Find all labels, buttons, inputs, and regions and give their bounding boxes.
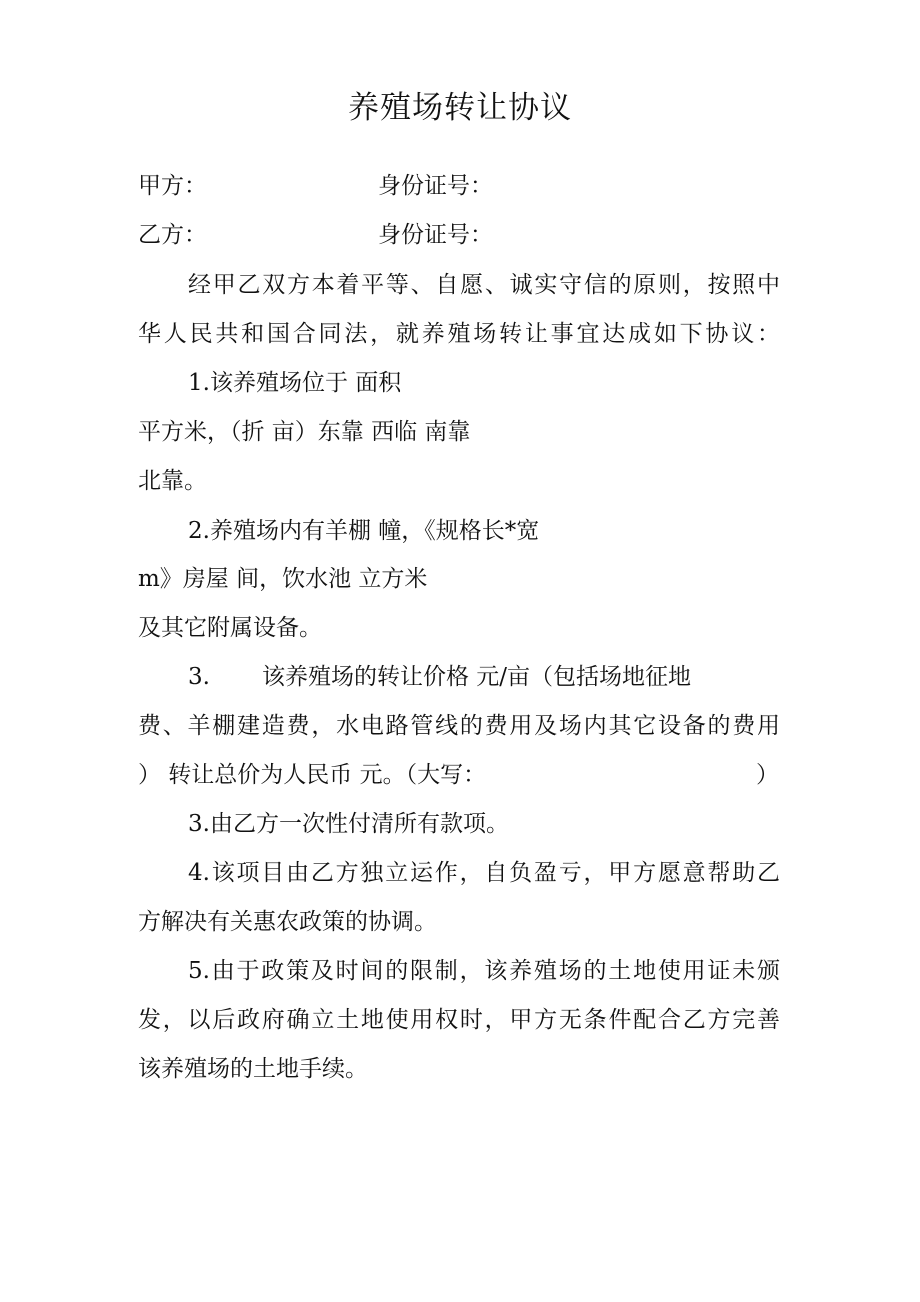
clause-5-line-2: 发，以后政府确立土地使用权时，甲方无条件配合乙方完善	[138, 1007, 780, 1033]
clause-4-line-2: 方解决有关惠农政策的协调。	[138, 909, 437, 935]
clause-1-line-2: 平方米，（折 亩）东靠 西临 南靠	[138, 419, 471, 445]
clause-2-line-2: m》房屋 间，饮水池 立方米	[138, 566, 428, 592]
clause-3-line-2: 费、羊棚建造费，水电路管线的费用及场内其它设备的费用	[138, 713, 780, 739]
party-b-id-label: 身份证号：	[378, 222, 493, 248]
document-title: 养殖场转让协议	[348, 90, 572, 126]
party-b-row	[138, 219, 207, 251]
party-a-row	[138, 170, 207, 202]
intro-line-1: 经甲乙双方本着平等、自愿、诚实守信的原则，按照中	[188, 272, 780, 298]
clause-4-line-1: 4.该项目由乙方独立运作，自负盈亏，甲方愿意帮助乙	[188, 860, 780, 886]
intro-line-2: 华人民共和国合同法，就养殖场转让事宜达成如下协议：	[138, 321, 780, 347]
clause-2-line-1: 2.养殖场内有羊棚 幢，《规格长*宽	[188, 518, 540, 544]
clause-3-line-3-text: ） 转让总价为人民币 元。（大写：	[138, 762, 487, 788]
party-a-label: 甲方：	[138, 173, 207, 199]
party-a-id-row	[378, 170, 493, 202]
clause-3-line-3	[138, 759, 486, 791]
clause-1-line-3: 北靠。	[138, 468, 207, 494]
clause-5-line-1: 5.由于政策及时间的限制，该养殖场的土地使用证未颁	[188, 958, 780, 984]
clause-3-line-1: 该养殖场的转让价格 元/亩（包括场地征地	[262, 664, 692, 690]
clause-1-line-1: 1.该养殖场位于 面积	[188, 370, 402, 396]
clause-2-line-3: 及其它附属设备。	[138, 615, 322, 641]
party-b-id-row	[378, 219, 493, 251]
clause-3-number: 3.	[188, 664, 210, 690]
party-b-label: 乙方：	[138, 222, 207, 248]
clause-3-line-3-close: ）	[756, 762, 779, 788]
clause-3b-line-1: 3.由乙方一次性付清所有款项。	[188, 811, 509, 837]
party-a-id-label: 身份证号：	[378, 173, 493, 199]
clause-5-line-3: 该养殖场的土地手续。	[138, 1056, 368, 1082]
